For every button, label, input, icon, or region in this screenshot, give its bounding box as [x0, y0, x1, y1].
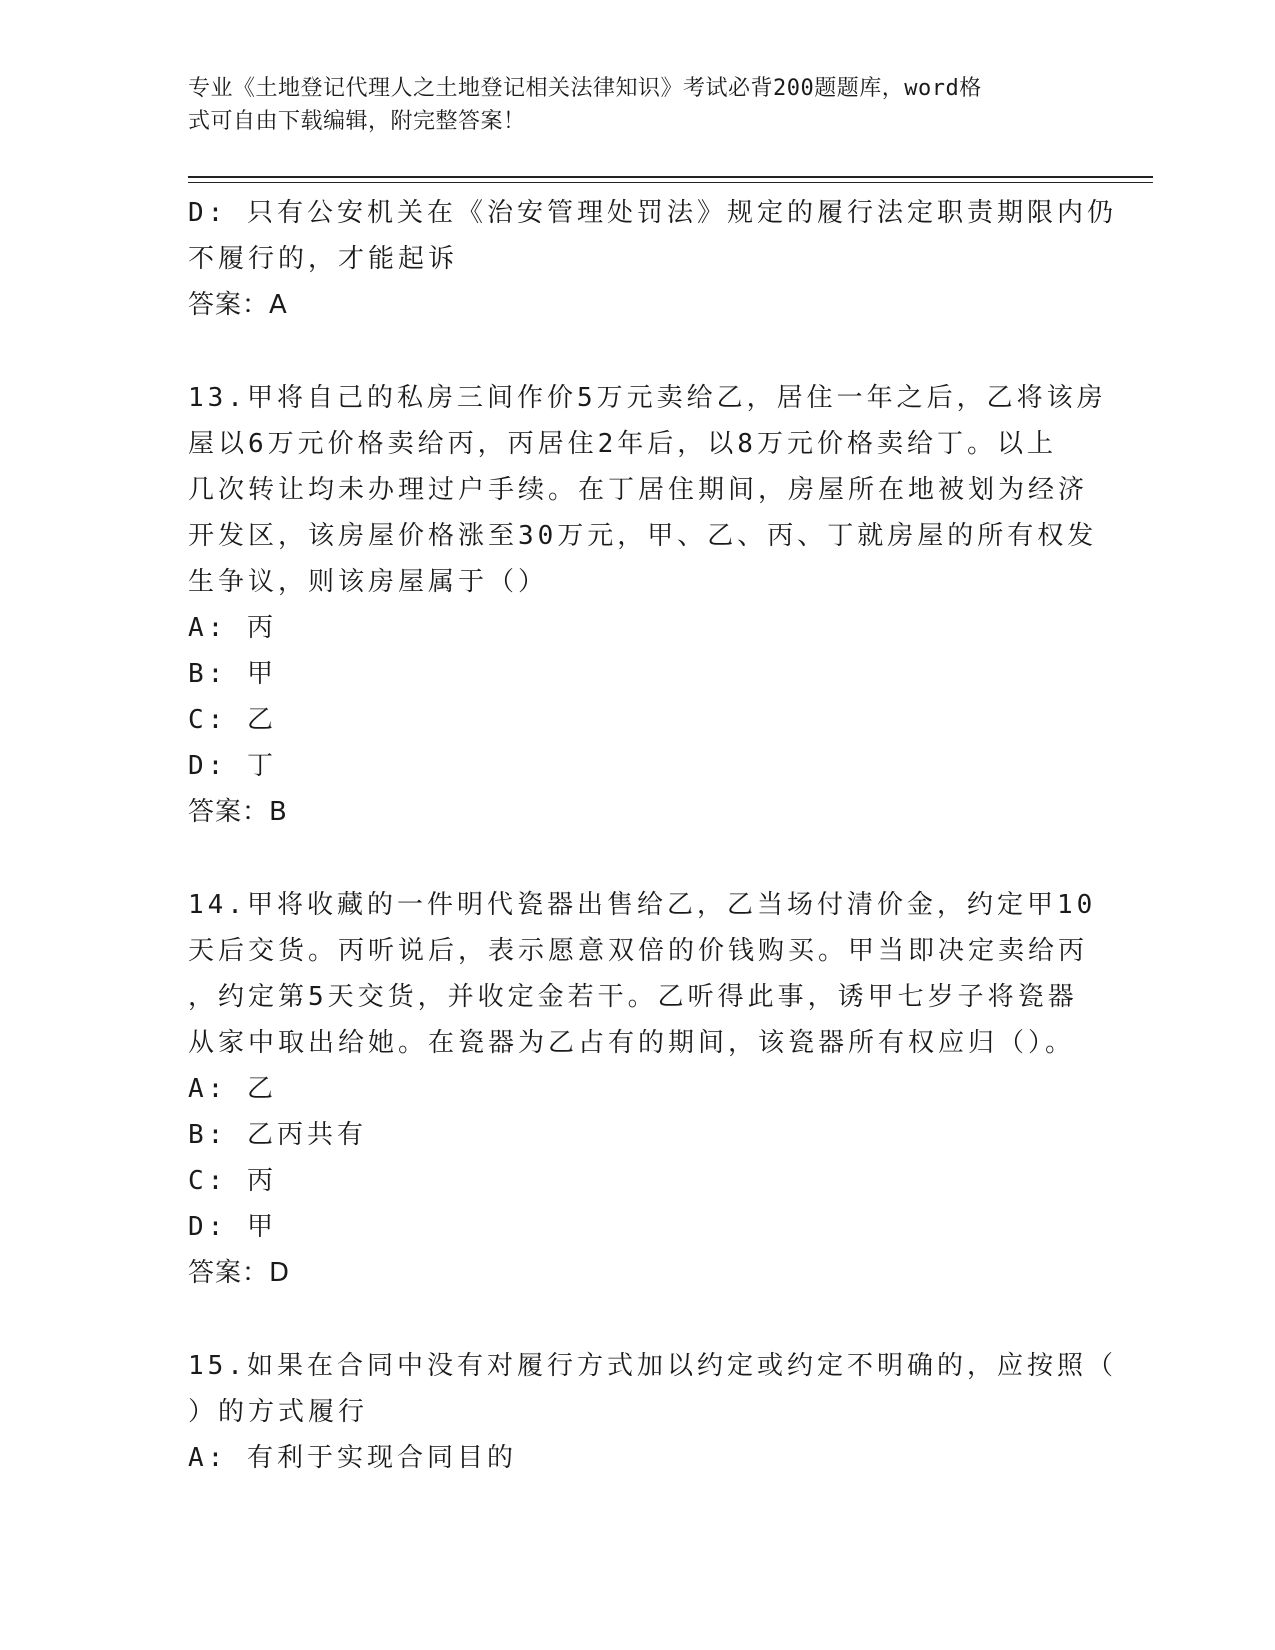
header-divider: [188, 176, 1153, 178]
question-text-line: ）的方式履行: [188, 1397, 369, 1427]
option-d: D: 丁: [188, 751, 277, 781]
question-body: [188, 190, 1117, 1481]
question-text-line: 15.如果在合同中没有对履行方式加以约定或约定不明确的，应按照（: [188, 1351, 1117, 1381]
question-text-line: 天后交货。丙听说后，表示愿意双倍的价钱购买。甲当即决定卖给丙: [188, 936, 1089, 966]
question-text-line: 开发区，该房屋价格涨至30万元，甲、乙、丙、丁就房屋的所有权发: [188, 521, 1098, 551]
option-b: B: 乙丙共有: [188, 1120, 367, 1150]
header-line: 式可自由下载编辑，附完整答案！: [188, 109, 526, 134]
option-d: D: 只有公安机关在《治安管理处罚法》规定的履行法定职责期限内仍: [188, 198, 1117, 228]
option-d: D: 甲: [188, 1212, 277, 1242]
answer: 答案：D: [188, 1258, 291, 1288]
question-text-line: ，约定第5天交货，并收定金若干。乙听得此事，诱甲七岁子将瓷器: [188, 982, 1078, 1012]
option-a: A: 丙: [188, 613, 277, 643]
question-12-tail: [188, 190, 1117, 328]
question-text-line: 13.甲将自己的私房三间作价5万元卖给乙，居住一年之后，乙将该房: [188, 383, 1107, 413]
question-text-line: 几次转让均未办理过户手续。在丁居住期间，房屋所在地被划为经济: [188, 475, 1089, 505]
question-text-line: 从家中取出给她。在瓷器为乙占有的期间，该瓷器所有权应归（）。: [188, 1028, 1076, 1058]
option-c: C: 乙: [188, 705, 277, 735]
header-line: 专业《土地登记代理人之土地登记相关法律知识》考试必背200题题库，word格: [188, 76, 982, 101]
answer: 答案：A: [188, 290, 288, 320]
question-text-line: 14.甲将收藏的一件明代瓷器出售给乙，乙当场付清价金，约定甲10: [188, 890, 1097, 920]
answer: 答案：B: [188, 797, 288, 827]
option-b: B: 甲: [188, 659, 277, 689]
option-c: C: 丙: [188, 1166, 277, 1196]
header-divider-thin: [188, 182, 1153, 183]
question-text-line: 生争议，则该房屋属于（）: [188, 567, 549, 597]
question-15: [188, 1343, 1117, 1481]
question-14: [188, 882, 1097, 1296]
option-a: A: 乙: [188, 1074, 277, 1104]
question-text-line: 屋以6万元价格卖给丙，丙居住2年后，以8万元价格卖给丁。以上: [188, 429, 1057, 459]
option-d-continued: 不履行的，才能起诉: [188, 244, 459, 274]
page-header: [188, 72, 1068, 138]
option-a: A: 有利于实现合同目的: [188, 1443, 517, 1473]
question-13: [188, 375, 1107, 835]
